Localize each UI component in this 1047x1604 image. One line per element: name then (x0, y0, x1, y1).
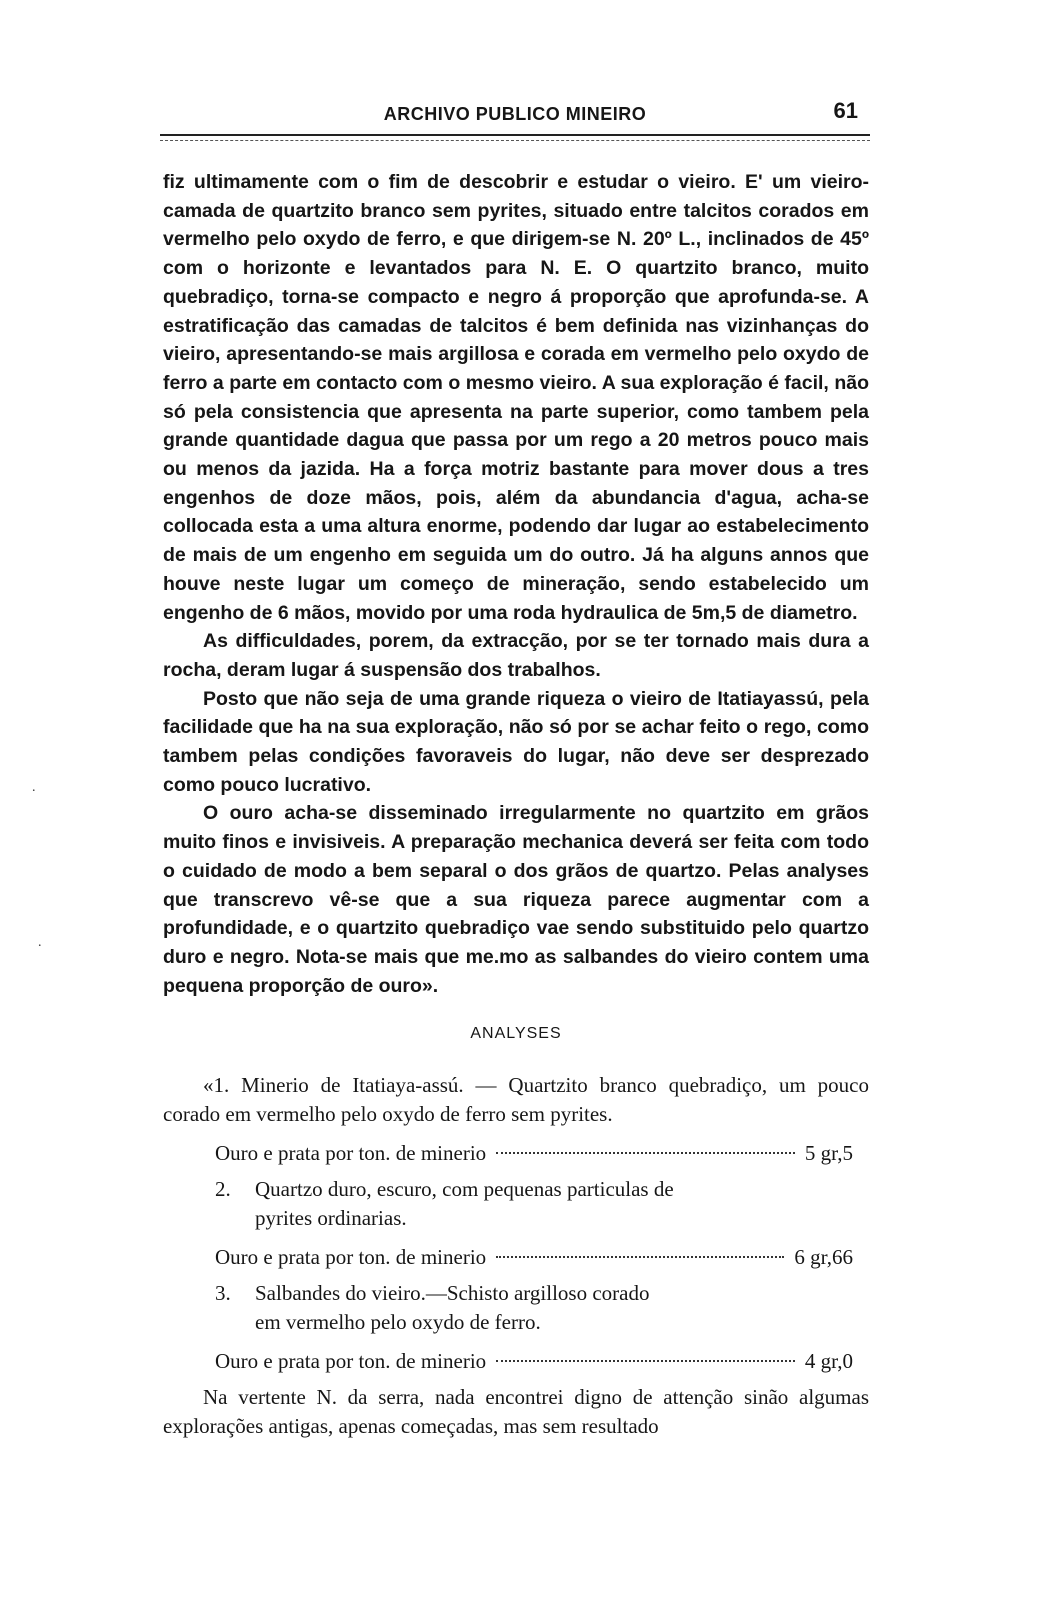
paragraph-4: O ouro acha-se disseminado irregularmente no quartzito em grãos muito finos e invisiveis. A preparação mechanica deverá ser feita com todo o cuidado de modo a bem separal o dos grãos de quartzo. Pelas analyses que transcrevo vê-se que a sua riqueza parece augmentar com a profundidade, e o quartzito quebradiço vae sendo substituido pelo quartzo duro e negro. Nota-se mais que me.mo as salbandes do vieiro contem uma pequena proporção de ouro». (163, 802, 869, 997)
paragraph-1: fiz ultimamente com o fim de descobrir e estudar o vieiro. E' um vieiro-camada de quartzito branco sem pyrites, situado entre talcitos corados em vermelho pelo oxydo de ferro, e que dirigem-se N. 20º L., inclinados de 45º com o horizonte e levantados para N. E. O quartzito branco, muito quebradiço, torna-se compacto e negro á proporção que aprofunda-se. A estratificação das camadas de talcitos é bem definida nas vizinhanças do vieiro, apresentando-se mais argillosa e corada em vermelho pelo oxydo de ferro a parte em contacto com o mesmo vieiro. A sua exploração é facil, não só pela consistencia que apresenta na parte superior, como tambem pela grande quantidade dagua que passa por um rego a 20 metros pouco mais ou menos da jazida. Ha a força motriz bastante para mover dous a tres engenhos de doze mãos, pois, além da abundancia d'agua, acha-se collocada esta a uma altura enorme, podendo dar lugar ao estabelecimento de mais de um engenho em seguida um do outro. Já ha alguns annos que houve neste lugar um começo de mineração, sendo estabelecido um engenho de 6 mãos, movido por uma roda hydraulica de 5m,5 de diametro. (163, 171, 869, 624)
margin-speck: . (38, 935, 42, 950)
sample-3-description (163, 1279, 869, 1336)
sample-text: Quartzo duro, escuro, com pequenas particulas de (255, 1177, 674, 1202)
sample-number: 3. (215, 1281, 231, 1306)
result-label: Ouro e prata por ton. de minerio (215, 1140, 487, 1165)
result-line-3 (163, 1347, 869, 1376)
dot-leader (496, 1360, 795, 1362)
header-rule (160, 134, 870, 141)
result-value: 5 gr,5 (804, 1140, 853, 1165)
sample-number: 2. (215, 1177, 231, 1202)
analyses-heading: ANALYSES (470, 1025, 562, 1043)
result-value: 4 gr,0 (804, 1348, 853, 1373)
result-label: Ouro e prata por ton. de minerio (215, 1348, 487, 1373)
result-value: 6 gr,66 (794, 1244, 853, 1269)
running-title: ARCHIVO PUBLICO MINEIRO (383, 104, 647, 124)
sample-text-continued: em vermelho pelo oxydo de ferro. (255, 1310, 541, 1335)
result-line-1 (163, 1139, 869, 1168)
sample-text-continued: pyrites ordinarias. (255, 1205, 407, 1230)
dot-leader (496, 1152, 795, 1154)
page-number: 61 (833, 98, 858, 123)
sample-1-description: «1. Minerio de Itatiaya-assú. — Quartzito branco quebradiço, um pouco corado em vermelho pelo oxydo de ferro sem pyrites. (163, 1073, 869, 1126)
sample-text: Salbandes do vieiro.—Schisto argilloso corado (255, 1281, 650, 1306)
result-label: Ouro e prata por ton. de minerio (215, 1244, 487, 1269)
body-text (163, 168, 869, 1441)
dot-leader (496, 1256, 784, 1258)
paragraph-2: As difficuldades, porem, da extracção, por se ter tornado mais dura a rocha, deram lugar á suspensão dos trabalhos. (163, 630, 869, 681)
margin-speck: . (32, 780, 36, 795)
sample-2-description (163, 1175, 869, 1232)
running-header (160, 98, 870, 138)
paragraph-3: Posto que não seja de uma grande riqueza o vieiro de Itatiayassú, pela facilidade que ha na sua exploração, não só por se achar feito o rego, como tambem pelas condições favoraveis do lugar, não deve ser desprezado como pouco lucrativo. (163, 687, 869, 796)
result-line-2 (163, 1243, 869, 1272)
paragraph-5: Na vertente N. da serra, nada encontrei digno de attenção sinão algumas explorações antigas, apenas começadas, mas sem resultado (163, 1385, 869, 1439)
